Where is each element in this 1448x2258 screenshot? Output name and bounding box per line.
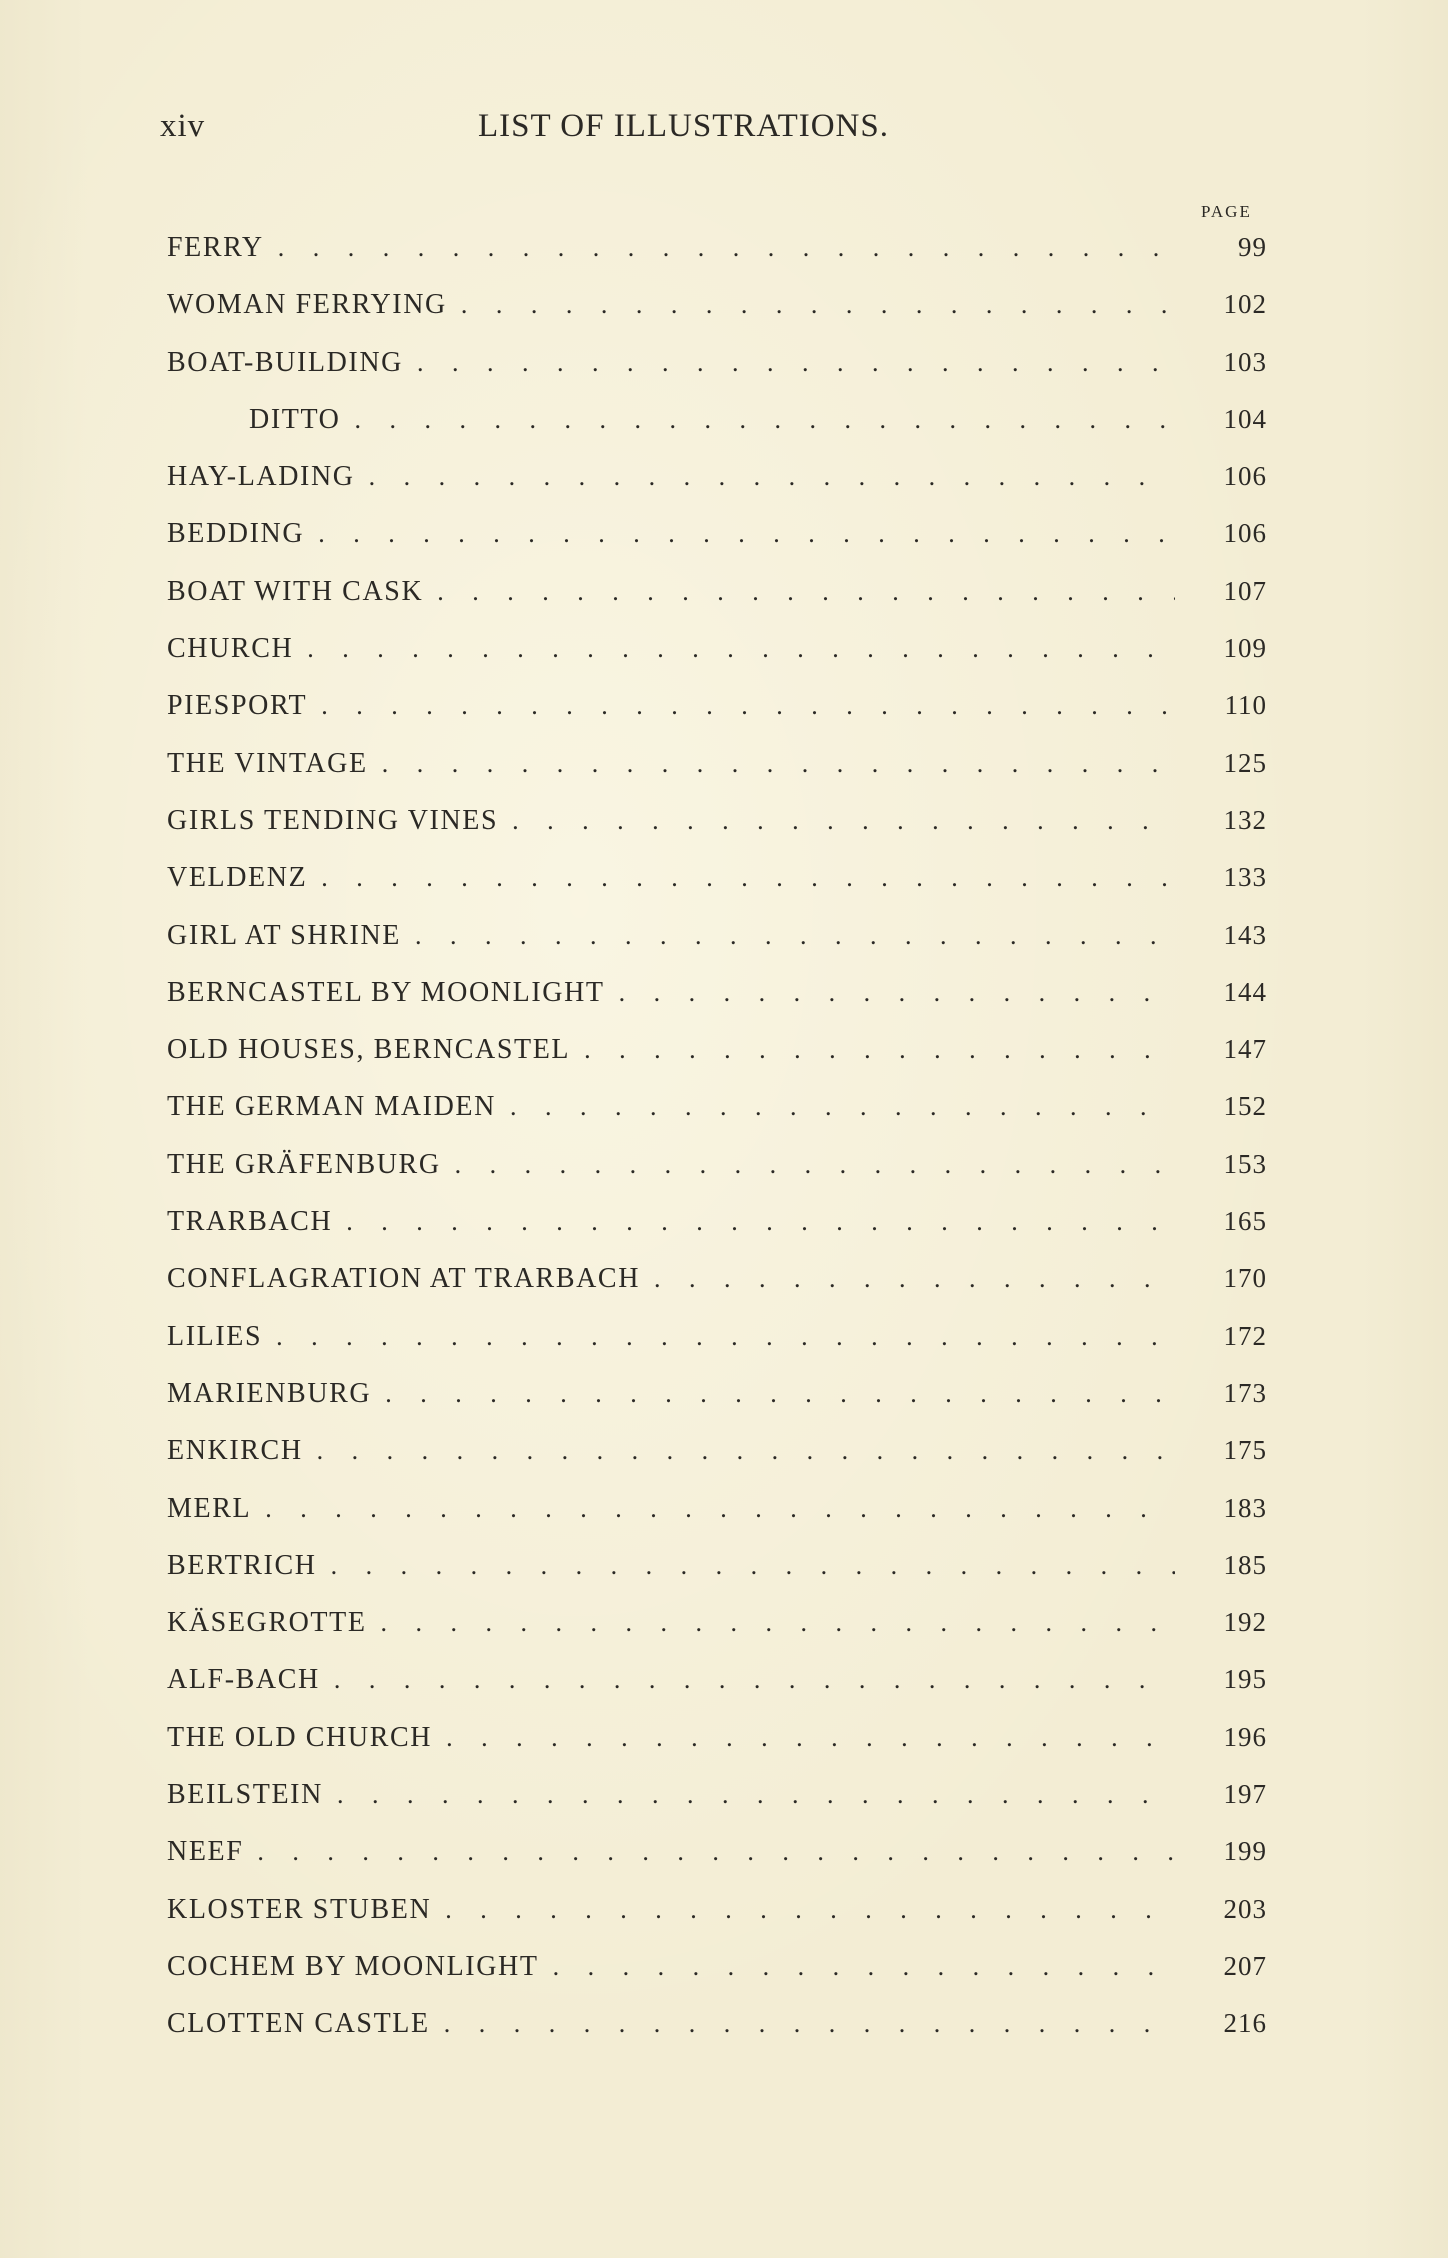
illustration-title: NEEF bbox=[167, 1836, 244, 1868]
list-item bbox=[167, 1149, 1267, 1206]
page-number: 143 bbox=[1223, 919, 1267, 950]
illustration-title: BOAT-BUILDING bbox=[167, 346, 403, 378]
dot-leader bbox=[510, 1091, 1175, 1123]
dot-leader bbox=[307, 633, 1175, 665]
list-item bbox=[167, 748, 1267, 805]
illustration-title: THE GERMAN MAIDEN bbox=[167, 1091, 496, 1123]
dot-leader bbox=[278, 232, 1175, 264]
illustration-title: LILIES bbox=[167, 1320, 263, 1352]
page-number: 110 bbox=[1224, 690, 1267, 721]
page-number: 106 bbox=[1223, 518, 1267, 549]
dot-leader bbox=[417, 347, 1175, 379]
dot-leader bbox=[369, 461, 1175, 493]
dot-leader bbox=[584, 1034, 1175, 1066]
list-item bbox=[167, 1550, 1267, 1607]
page-number: 195 bbox=[1223, 1664, 1267, 1695]
page-number: 199 bbox=[1223, 1836, 1267, 1867]
illustration-title: CHURCH bbox=[167, 633, 294, 665]
illustration-title: ALF-BACH bbox=[167, 1664, 320, 1696]
page-number: 125 bbox=[1223, 747, 1267, 778]
illustration-title: THE VINTAGE bbox=[167, 747, 368, 779]
list-item bbox=[167, 862, 1267, 919]
page-number: 104 bbox=[1223, 403, 1267, 434]
page-number: 207 bbox=[1223, 1950, 1267, 1981]
dot-leader bbox=[321, 862, 1175, 894]
list-item bbox=[167, 1435, 1267, 1492]
list-item bbox=[167, 289, 1267, 346]
list-item bbox=[167, 1664, 1267, 1721]
dot-leader bbox=[265, 1493, 1175, 1525]
dot-leader bbox=[444, 2008, 1175, 2040]
dot-leader bbox=[354, 404, 1175, 436]
page-number: 106 bbox=[1223, 461, 1267, 492]
list-item bbox=[167, 404, 1267, 461]
illustration-title: BEILSTEIN bbox=[167, 1779, 323, 1811]
page-number: 170 bbox=[1223, 1263, 1267, 1294]
illustration-title: GIRLS TENDING VINES bbox=[167, 804, 499, 836]
dot-leader bbox=[276, 1321, 1175, 1353]
page-number: 152 bbox=[1223, 1091, 1267, 1122]
illustration-title: MARIENBURG bbox=[167, 1377, 372, 1409]
illustration-title: BERNCASTEL BY MOONLIGHT bbox=[167, 976, 605, 1008]
list-item bbox=[167, 977, 1267, 1034]
illustration-title: FERRY bbox=[167, 232, 264, 263]
illustration-title: MERL bbox=[167, 1492, 252, 1524]
list-item bbox=[167, 1321, 1267, 1378]
dot-leader bbox=[318, 518, 1175, 550]
illustration-title: COCHEM BY MOONLIGHT bbox=[167, 1950, 539, 1982]
page-number: 153 bbox=[1223, 1148, 1267, 1179]
list-item bbox=[167, 1951, 1267, 2008]
illustration-title: PIESPORT bbox=[167, 690, 308, 722]
list-item bbox=[167, 1091, 1267, 1148]
illustration-title: BOAT WITH CASK bbox=[167, 575, 424, 607]
page-number: 102 bbox=[1223, 289, 1267, 320]
illustration-title: OLD HOUSES, BERNCASTEL bbox=[167, 1034, 571, 1066]
page-number: 147 bbox=[1223, 1034, 1267, 1065]
dot-leader bbox=[619, 977, 1175, 1009]
page-number: 133 bbox=[1223, 862, 1267, 893]
page-number: 192 bbox=[1223, 1607, 1267, 1638]
page-number: 172 bbox=[1223, 1320, 1267, 1351]
dot-leader bbox=[381, 1607, 1175, 1639]
list-item bbox=[167, 690, 1267, 747]
page-number: 107 bbox=[1223, 575, 1267, 606]
running-head-title: LIST OF ILLUSTRATIONS. bbox=[478, 108, 889, 144]
list-item bbox=[167, 1493, 1267, 1550]
list-item bbox=[167, 1034, 1267, 1091]
illustration-title: HAY-LADING bbox=[167, 461, 355, 493]
illustration-title: VELDENZ bbox=[167, 862, 308, 894]
list-item bbox=[167, 518, 1267, 575]
page-number: 196 bbox=[1223, 1721, 1267, 1752]
dot-leader bbox=[446, 1722, 1175, 1754]
list-item bbox=[167, 2008, 1267, 2065]
illustration-title: TRARBACH bbox=[167, 1206, 333, 1238]
list-item bbox=[167, 576, 1267, 633]
list-item bbox=[167, 805, 1267, 862]
page-number: 99 bbox=[1238, 232, 1267, 262]
page-column-label: PAGE bbox=[1201, 202, 1252, 221]
page-number: 197 bbox=[1223, 1779, 1267, 1810]
dot-leader bbox=[331, 1550, 1175, 1582]
dot-leader bbox=[553, 1951, 1175, 1983]
dot-leader bbox=[461, 289, 1175, 321]
dot-leader bbox=[334, 1664, 1175, 1696]
page-folio: xiv bbox=[160, 108, 206, 144]
illustration-title: BERTRICH bbox=[167, 1549, 317, 1581]
dot-leader bbox=[382, 748, 1175, 780]
list-item bbox=[167, 1779, 1267, 1836]
illustration-title: KÄSEGROTTE bbox=[167, 1607, 367, 1639]
dot-leader bbox=[654, 1263, 1175, 1295]
illustration-title: GIRL AT SHRINE bbox=[167, 919, 401, 951]
illustrations-list bbox=[167, 232, 1267, 2066]
list-item bbox=[167, 1836, 1267, 1893]
dot-leader bbox=[337, 1779, 1175, 1811]
illustration-title: CONFLAGRATION AT TRARBACH bbox=[167, 1263, 641, 1295]
illustration-title: CLOTTEN CASTLE bbox=[167, 2008, 430, 2040]
page-number: 103 bbox=[1223, 346, 1267, 377]
page-number: 185 bbox=[1223, 1549, 1267, 1580]
page-number: 132 bbox=[1223, 804, 1267, 835]
page-number: 144 bbox=[1223, 976, 1267, 1007]
list-item bbox=[167, 461, 1267, 518]
page-number: 216 bbox=[1223, 2008, 1267, 2039]
list-item bbox=[167, 633, 1267, 690]
list-item bbox=[167, 347, 1267, 404]
list-item bbox=[167, 1378, 1267, 1435]
illustration-title: ENKIRCH bbox=[167, 1435, 303, 1467]
running-head bbox=[160, 108, 1270, 152]
illustration-title: THE GRÄFENBURG bbox=[167, 1148, 441, 1180]
dot-leader bbox=[346, 1206, 1175, 1238]
list-item bbox=[167, 920, 1267, 977]
dot-leader bbox=[445, 1894, 1175, 1926]
page-number: 203 bbox=[1223, 1893, 1267, 1924]
dot-leader bbox=[321, 690, 1175, 722]
illustration-title: KLOSTER STUBEN bbox=[167, 1893, 432, 1925]
dot-leader bbox=[317, 1435, 1175, 1467]
page-number: 109 bbox=[1223, 633, 1267, 664]
dot-leader bbox=[257, 1836, 1175, 1868]
list-item bbox=[167, 1263, 1267, 1320]
page-number: 165 bbox=[1223, 1206, 1267, 1237]
dot-leader bbox=[455, 1149, 1175, 1181]
list-item bbox=[167, 1206, 1267, 1263]
illustration-title: DITTO bbox=[249, 403, 341, 435]
list-item bbox=[167, 1722, 1267, 1779]
illustration-title: BEDDING bbox=[167, 518, 305, 550]
illustration-title: THE OLD CHURCH bbox=[167, 1721, 433, 1753]
dot-leader bbox=[437, 576, 1175, 608]
dot-leader bbox=[415, 920, 1175, 952]
page-number: 175 bbox=[1223, 1435, 1267, 1466]
page-number: 173 bbox=[1223, 1377, 1267, 1408]
list-item bbox=[167, 1607, 1267, 1664]
page-number: 183 bbox=[1223, 1492, 1267, 1523]
list-item bbox=[167, 1894, 1267, 1951]
dot-leader bbox=[385, 1378, 1175, 1410]
dot-leader bbox=[512, 805, 1175, 837]
illustration-title: WOMAN FERRYING bbox=[167, 289, 447, 321]
list-item bbox=[167, 232, 1267, 289]
